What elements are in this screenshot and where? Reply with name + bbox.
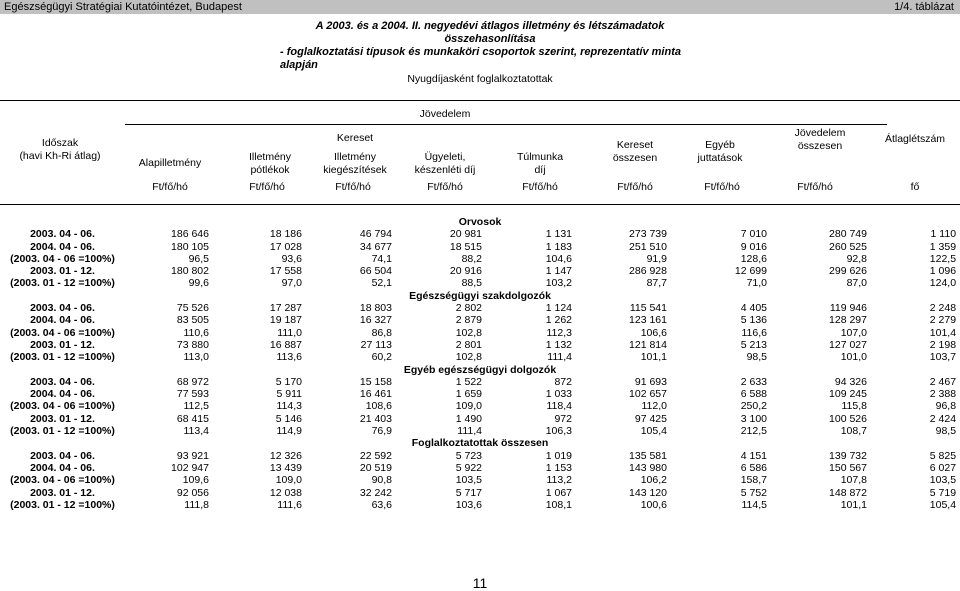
table-cell: 5 717 [455, 486, 482, 499]
table-cell: 872 [554, 375, 572, 388]
table-cell: 1 131 [545, 228, 572, 241]
table-cell: 106,2 [640, 474, 667, 487]
table-cell: 5 146 [275, 412, 302, 425]
table-cell: 21 403 [359, 412, 392, 425]
table-cell: 88,5 [461, 277, 482, 290]
table-cell: 91,9 [646, 252, 667, 265]
table-row [0, 487, 960, 499]
table-cell: 18 803 [359, 302, 392, 315]
header-bar [0, 0, 960, 14]
table-cell: 100,6 [640, 498, 667, 511]
table-cell: 106,3 [545, 425, 572, 438]
row-label: 2003. 04 - 06. [30, 302, 95, 315]
table-cell: 2 633 [740, 375, 767, 388]
table-row [0, 376, 960, 388]
table-row [0, 499, 960, 511]
table-cell: 16 327 [359, 314, 392, 327]
table-cell: 6 586 [740, 461, 767, 474]
table-cell: 186 646 [171, 228, 209, 241]
col-ugyeleti: Ügyeleti, készenléti díj [414, 151, 476, 176]
table-cell: 1 183 [545, 240, 572, 253]
page-number: 11 [472, 575, 488, 591]
table-cell: 1 132 [545, 338, 572, 351]
table-cell: 1 067 [545, 486, 572, 499]
table-cell: 1 147 [545, 265, 572, 278]
table-cell: 123 161 [629, 314, 667, 327]
table-cell: 107,0 [840, 326, 867, 339]
table-cell: 17 287 [269, 302, 302, 315]
table-cell: 101,1 [840, 498, 867, 511]
table-cell: 16 887 [269, 338, 302, 351]
table-cell: 13 439 [269, 461, 302, 474]
table-cell: 111,0 [277, 326, 302, 339]
table-cell: 15 158 [359, 375, 392, 388]
table-cell: 12 038 [269, 486, 302, 499]
table-cell: 299 626 [829, 265, 867, 278]
table-cell: 143 980 [629, 461, 667, 474]
col-egyeb-juttatasok: Egyéb juttatások [697, 139, 743, 164]
table-cell: 113,0 [183, 351, 209, 364]
row-label: 2004. 04 - 06. [30, 388, 95, 401]
section-title: Orvosok [458, 216, 502, 228]
unit-2: Ft/fő/hó [249, 181, 285, 193]
row-label: 2003. 01 - 12. [30, 412, 95, 425]
table-cell: 2 248 [929, 302, 957, 315]
table-cell: 2 424 [929, 412, 957, 425]
table-cell: 18 186 [269, 228, 302, 241]
table-cell: 119 946 [829, 302, 867, 315]
table-cell: 124,0 [929, 277, 957, 290]
table-cell: 94 326 [834, 375, 867, 388]
table-cell: 1 096 [929, 265, 957, 278]
table-cell: 92,8 [846, 252, 867, 265]
table-cell: 86,8 [371, 326, 392, 339]
table-row [0, 277, 960, 289]
unit-8: Ft/fő/hó [797, 181, 833, 193]
table-cell: 143 120 [629, 486, 667, 499]
table-row [0, 474, 960, 486]
table-cell: 93 921 [176, 449, 209, 462]
table-row [0, 253, 960, 265]
table-cell: 107,8 [840, 474, 867, 487]
table-cell: 103,5 [929, 474, 957, 487]
table-cell: 5 213 [740, 338, 767, 351]
table-cell: 158,7 [740, 474, 767, 487]
table-cell: 102,8 [455, 351, 482, 364]
table-cell: 87,0 [846, 277, 867, 290]
table-cell: 17 028 [269, 240, 302, 253]
table-cell: 116,6 [741, 326, 767, 339]
unit-3: Ft/fő/hó [335, 181, 371, 193]
table-cell: 66 504 [359, 265, 392, 278]
table-cell: 111,4 [457, 425, 482, 438]
table-cell: 109,6 [182, 474, 209, 487]
table-cell: 109,0 [275, 474, 302, 487]
table-cell: 109 245 [829, 388, 867, 401]
row-label: (2003. 01 - 12 =100%) [10, 498, 115, 511]
table-cell: 105,4 [640, 425, 667, 438]
table-cell: 103,5 [455, 474, 482, 487]
table-cell: 68 415 [176, 412, 209, 425]
table-cell: 2 801 [455, 338, 482, 351]
unit-4: Ft/fő/hó [427, 181, 463, 193]
table-cell: 5 723 [455, 449, 482, 462]
table-cell: 128 297 [829, 314, 867, 327]
row-label: (2003. 04 - 06 =100%) [10, 400, 115, 413]
col-period: Időszak (havi Kh-Ri átlag) [19, 137, 101, 162]
table-cell: 20 916 [449, 265, 482, 278]
table-cell: 22 592 [359, 449, 392, 462]
row-label: 2003. 04 - 06. [30, 375, 95, 388]
section-row [0, 437, 960, 449]
table-cell: 113,6 [276, 351, 302, 364]
section-row [0, 216, 960, 228]
table-cell: 180 105 [171, 240, 209, 253]
table-cell: 113,4 [183, 425, 209, 438]
table-cell: 5 911 [276, 388, 302, 401]
table-cell: 115 541 [629, 302, 667, 315]
table-cell: 96,8 [935, 400, 957, 413]
table-row [0, 327, 960, 339]
table-cell: 101,4 [929, 326, 957, 339]
table-cell: 101,0 [840, 351, 867, 364]
table-row [0, 339, 960, 351]
table-cell: 88,2 [461, 252, 482, 265]
table-cell: 17 558 [269, 265, 302, 278]
table-cell: 12 699 [734, 265, 767, 278]
table-cell: 5 719 [929, 486, 957, 499]
header-top-rule [0, 100, 960, 101]
table-cell: 73 880 [176, 338, 209, 351]
table-cell: 32 242 [359, 486, 392, 499]
table-cell: 103,7 [929, 351, 957, 364]
table-cell: 150 567 [829, 461, 867, 474]
table-cell: 108,7 [840, 425, 867, 438]
table-row [0, 302, 960, 314]
table-cell: 1 124 [545, 302, 572, 315]
row-label: 2004. 04 - 06. [30, 314, 95, 327]
table-cell: 83 505 [176, 314, 209, 327]
table-cell: 4 405 [740, 302, 767, 315]
table-row [0, 351, 960, 363]
table-cell: 112,5 [183, 400, 209, 413]
col-atlaglet: Átlaglétszám [884, 133, 946, 145]
table-cell: 2 467 [929, 375, 957, 388]
table-cell: 20 981 [449, 228, 482, 241]
unit-1: Ft/fő/hó [152, 181, 188, 193]
table-cell: 114,3 [276, 400, 302, 413]
table-cell: 90,8 [371, 474, 392, 487]
row-label: (2003. 04 - 06 =100%) [10, 474, 115, 487]
table-cell: 34 677 [359, 240, 392, 253]
section-row [0, 290, 960, 302]
table-row [0, 425, 960, 437]
col-alapilletmeny: Alapilletmény [138, 157, 202, 169]
table-cell: 111,6 [277, 498, 302, 511]
table-cell: 98,5 [746, 351, 767, 364]
table-cell: 97,0 [281, 277, 302, 290]
table-cell: 108,1 [545, 498, 572, 511]
table-cell: 103,2 [545, 277, 572, 290]
table-cell: 97 425 [634, 412, 667, 425]
row-label: 2003. 04 - 06. [30, 449, 95, 462]
table-cell: 68 972 [176, 375, 209, 388]
table-row [0, 413, 960, 425]
table-cell: 1 359 [929, 240, 957, 253]
table-row [0, 450, 960, 462]
table-cell: 27 113 [360, 338, 392, 351]
unit-9: fő [910, 181, 920, 193]
table-cell: 109,0 [455, 400, 482, 413]
table-cell: 114,9 [276, 425, 302, 438]
table-cell: 114,5 [741, 498, 767, 511]
unit-5: Ft/fő/hó [522, 181, 558, 193]
table-cell: 1 033 [545, 388, 572, 401]
row-label: (2003. 04 - 06 =100%) [10, 252, 115, 265]
table-cell: 99,6 [188, 277, 209, 290]
table-cell: 5 825 [929, 449, 957, 462]
table-cell: 1 262 [545, 314, 572, 327]
table-cell: 100 526 [829, 412, 867, 425]
table-cell: 108,6 [365, 400, 392, 413]
col-tulmunka: Túlmunka díj [516, 151, 564, 176]
table-cell: 93,6 [281, 252, 302, 265]
data-table [0, 216, 960, 511]
row-label: 2004. 04 - 06. [30, 240, 95, 253]
table-cell: 16 461 [359, 388, 392, 401]
section-title: Foglalkoztatottak összesen [411, 437, 549, 450]
table-cell: 96,5 [188, 252, 209, 265]
table-cell: 5 136 [740, 314, 767, 327]
table-cell: 103,6 [455, 498, 482, 511]
table-cell: 60,2 [371, 351, 392, 364]
table-cell: 5 170 [275, 375, 302, 388]
col-illetmeny-kiegeszitesek: Illetmény kiegészítések [323, 151, 387, 176]
table-cell: 102,8 [455, 326, 482, 339]
table-cell: 106,6 [640, 326, 667, 339]
table-cell: 75 526 [176, 302, 209, 315]
table-cell: 105,4 [929, 498, 957, 511]
table-cell: 76,9 [371, 425, 392, 438]
table-cell: 273 739 [629, 228, 667, 241]
table-cell: 110,6 [183, 326, 209, 339]
table-cell: 98,5 [935, 425, 957, 438]
table-cell: 92 056 [176, 486, 209, 499]
table-row [0, 241, 960, 253]
table-cell: 101,1 [640, 351, 667, 364]
col-jovedelem-osszesen: Jövedelem összesen [794, 127, 846, 152]
table-cell: 1 490 [455, 412, 482, 425]
table-cell: 46 794 [359, 228, 392, 241]
table-cell: 2 198 [929, 338, 957, 351]
table-cell: 2 802 [455, 302, 482, 315]
table-cell: 1 522 [455, 375, 482, 388]
table-cell: 3 100 [740, 412, 767, 425]
section-row [0, 364, 960, 376]
table-cell: 2 879 [455, 314, 482, 327]
table-cell: 18 515 [449, 240, 482, 253]
row-label: 2003. 04 - 06. [30, 228, 95, 241]
table-row [0, 314, 960, 326]
document-title [280, 20, 700, 72]
institute-name: Egészségügyi Stratégiai Kutatóintézet, Budapest [4, 1, 242, 13]
table-cell: 5 752 [740, 486, 767, 499]
table-cell: 6 027 [929, 461, 957, 474]
table-cell: 111,8 [184, 498, 209, 511]
table-cell: 148 872 [829, 486, 867, 499]
table-cell: 12 326 [269, 449, 302, 462]
table-cell: 128,6 [740, 252, 767, 265]
table-cell: 74,1 [371, 252, 392, 265]
table-cell: 1 659 [455, 388, 482, 401]
header-bottom-rule [0, 204, 960, 205]
table-cell: 972 [554, 412, 572, 425]
employment-type: Nyugdíjasként foglalkoztatottak [407, 73, 553, 85]
table-cell: 52,1 [371, 277, 392, 290]
table-cell: 104,6 [545, 252, 572, 265]
row-label: (2003. 01 - 12 =100%) [10, 425, 115, 438]
table-cell: 7 010 [740, 228, 767, 241]
section-title: Egyéb egészségügyi dolgozók [403, 363, 557, 376]
table-cell: 139 732 [829, 449, 867, 462]
table-cell: 115,8 [841, 400, 867, 413]
row-label: 2003. 01 - 12. [30, 338, 95, 351]
table-cell: 87,7 [646, 277, 667, 290]
table-cell: 112,3 [546, 326, 572, 339]
table-row [0, 400, 960, 412]
table-cell: 121 814 [629, 338, 667, 351]
table-cell: 118,4 [546, 400, 572, 413]
table-cell: 20 519 [359, 461, 392, 474]
table-cell: 63,6 [371, 498, 392, 511]
table-row [0, 388, 960, 400]
table-cell: 251 510 [629, 240, 667, 253]
table-cell: 180 802 [171, 265, 209, 278]
unit-7: Ft/fő/hó [704, 181, 740, 193]
row-label: (2003. 01 - 12 =100%) [10, 351, 115, 364]
table-cell: 113,2 [546, 474, 572, 487]
table-cell: 122,5 [929, 252, 957, 265]
table-cell: 2 279 [929, 314, 957, 327]
title-line-1: A 2003. és a 2004. II. negyedévi átlagos illetmény és létszámadatok összehasonlítása [315, 20, 665, 45]
col-income-group: Jövedelem [419, 108, 471, 120]
table-cell: 102 947 [171, 461, 209, 474]
row-label: (2003. 01 - 12 =100%) [10, 277, 115, 290]
table-id: 1/4. táblázat [894, 1, 954, 13]
table-cell: 1 019 [545, 449, 572, 462]
table-cell: 6 588 [740, 388, 767, 401]
unit-6: Ft/fő/hó [617, 181, 653, 193]
row-label: 2003. 01 - 12. [30, 486, 95, 499]
table-cell: 135 581 [629, 449, 667, 462]
table-row [0, 462, 960, 474]
table-cell: 5 922 [455, 461, 482, 474]
table-cell: 9 016 [740, 240, 767, 253]
row-label: 2003. 01 - 12. [30, 265, 95, 278]
table-row [0, 265, 960, 277]
income-rule [125, 124, 887, 125]
title-line-2: - foglalkoztatási típusok és munkaköri csoportok szerint, reprezentatív minta alapján [280, 46, 681, 71]
row-label: 2004. 04 - 06. [30, 461, 95, 474]
row-label: (2003. 04 - 06 =100%) [10, 326, 115, 339]
table-cell: 91 693 [634, 375, 667, 388]
section-title: Egészségügyi szakdolgozók [409, 289, 551, 302]
table-cell: 77 593 [176, 388, 209, 401]
table-cell: 1 110 [930, 228, 957, 241]
col-illetmeny-potlekok: Illetmény pótlékok [248, 151, 291, 176]
table-cell: 212,5 [740, 425, 767, 438]
table-cell: 127 027 [829, 338, 867, 351]
table-cell: 280 749 [829, 228, 867, 241]
table-cell: 19 187 [269, 314, 302, 327]
table-cell: 102 657 [629, 388, 667, 401]
table-cell: 250,2 [740, 400, 767, 413]
col-kereset-group: Kereset [336, 132, 374, 144]
table-cell: 71,0 [746, 277, 767, 290]
table-cell: 112,0 [641, 400, 667, 413]
table-cell: 1 153 [545, 461, 572, 474]
table-row [0, 228, 960, 240]
table-cell: 2 388 [929, 388, 957, 401]
col-kereset-osszesen: Kereset összesen [612, 139, 658, 164]
table-cell: 286 928 [629, 265, 667, 278]
table-cell: 260 525 [829, 240, 867, 253]
table-cell: 111,4 [547, 351, 572, 364]
table-cell: 4 151 [740, 449, 767, 462]
